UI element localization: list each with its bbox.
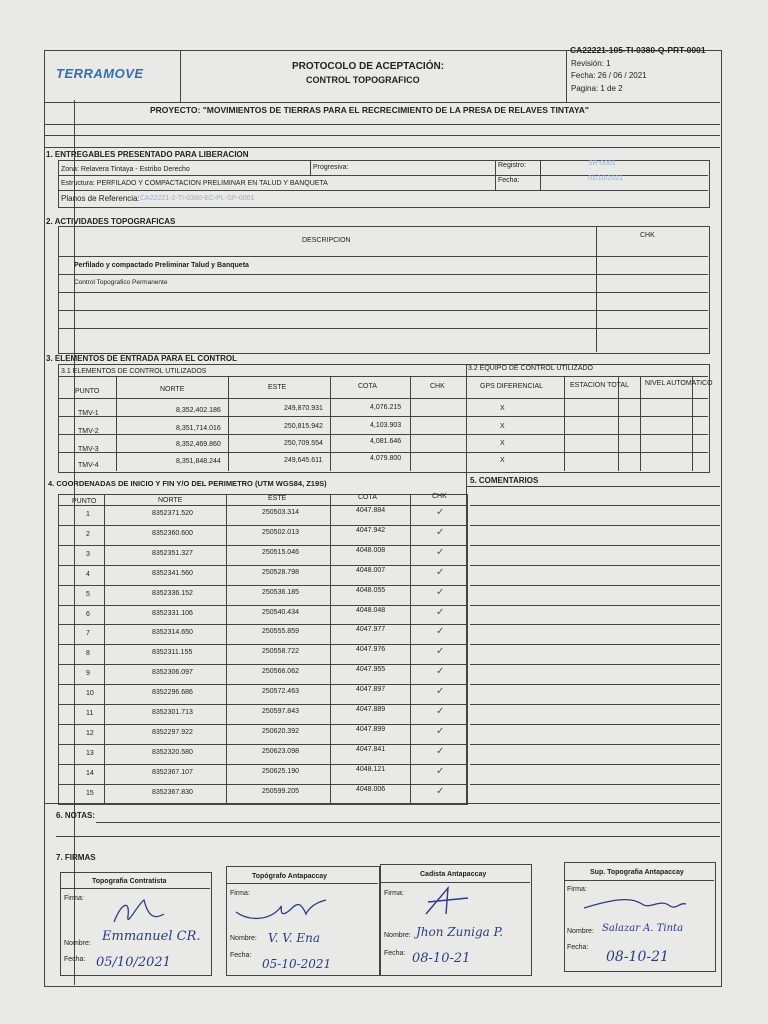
section1-title: 1. ENTREGABLES PRESENTADO PARA LIBERACION	[46, 150, 249, 159]
coord-header-este: ESTE	[268, 495, 287, 502]
activities-desc-header: DESCRIPCION	[302, 237, 351, 244]
coord-este: 250625.190	[262, 767, 299, 775]
control-norte: 8,351,714.016	[176, 425, 221, 432]
checkmark-icon: ✓	[436, 666, 445, 678]
coord-cota: 4047.889	[356, 706, 386, 713]
coord-cota: 4047.899	[356, 725, 386, 733]
page-number: Pagina: 1 de 2	[571, 84, 623, 93]
coord-punto: 11	[86, 710, 94, 717]
section5-title: 5. COMENTARIOS	[470, 476, 539, 485]
signature-fecha: 05/10/2021	[96, 955, 171, 970]
coord-punto: 14	[86, 769, 94, 777]
comment-line	[470, 525, 720, 526]
section4-title: 4. COORDENADAS DE INICIO Y FIN Y/O DEL PERIMETRO (UTM WGS84, Z19S)	[48, 479, 327, 488]
coord-este: 250536.185	[262, 588, 299, 596]
checkmark-icon: ✓	[436, 765, 445, 777]
signature-nombre-label: Nombre:	[64, 940, 91, 947]
coord-norte: 8352297.922	[152, 728, 193, 736]
coord-punto: 5	[86, 590, 90, 598]
control-elements-subtitle: 3.1 ELEMENTOS DE CONTROL UTILIZADOS	[61, 368, 207, 375]
coord-norte: 8352314.650	[152, 629, 193, 637]
control-este: 250,709.554	[284, 440, 323, 447]
coord-norte: 8352336.152	[152, 589, 193, 597]
signature-image	[418, 884, 478, 920]
coord-norte: 8352296.686	[152, 689, 193, 697]
coord-punto: 12	[86, 729, 94, 737]
control-cota: 4,103.903	[370, 422, 402, 429]
coord-cota: 4048.121	[356, 765, 386, 773]
checkmark-icon: ✓	[436, 606, 445, 618]
document-title: PROTOCOLO DE ACEPTACIÓN:	[292, 61, 445, 72]
checkmark-icon: ✓	[436, 507, 445, 518]
activity-row: Perfilado y compactado Preliminar Talud y Banqueta	[74, 262, 249, 269]
col-header-cota: COTA	[358, 383, 377, 390]
registro-value: SR-0001	[588, 160, 616, 167]
col-header-estacion: ESTACION TOTAL	[570, 382, 629, 389]
control-gps: X	[500, 440, 505, 447]
control-norte: 8,352,402.186	[176, 407, 221, 414]
coord-punto: 7	[86, 630, 90, 638]
checkmark-icon: ✓	[436, 526, 445, 538]
document-code: CA22221-105-TI-0380-Q-PRT-0001	[570, 45, 706, 55]
signature-image	[230, 892, 330, 928]
control-este: 250,815.942	[284, 423, 323, 430]
signature-fecha-label: Fecha:	[64, 956, 86, 963]
signature-nombre-label: Nombre:	[567, 928, 594, 935]
coord-header-norte: NORTE	[158, 497, 183, 504]
comment-line	[470, 704, 720, 705]
control-norte: 8,352,469.860	[176, 441, 221, 448]
coord-este: 250540.434	[262, 608, 299, 616]
coord-este: 250528.798	[262, 568, 299, 576]
signature-firma-label: Firma:	[230, 890, 250, 897]
coord-punto: 3	[86, 550, 90, 558]
signature-firma-label: Firma:	[64, 895, 84, 902]
checkmark-icon: ✓	[436, 686, 445, 698]
signature-nombre: Jhon Zuniga P.	[416, 925, 504, 939]
signature-box-title: Sup. Topografia Antapaccay	[590, 869, 684, 876]
signature-fecha-label: Fecha:	[567, 944, 589, 951]
col-header-punto: PUNTO	[75, 388, 100, 395]
coord-cota: 4047.897	[356, 686, 386, 694]
coord-cota: 4047.977	[356, 626, 386, 634]
col-header-gps: GPS DIFERENCIAL	[480, 383, 544, 390]
coord-punto: 15	[86, 789, 94, 797]
equipment-subtitle: 3.2 EQUIPO DE CONTROL UTILIZADO	[468, 365, 593, 372]
signature-nombre-label: Nombre:	[230, 935, 257, 942]
col-header-nivel: NIVEL AUTOMATICO	[645, 380, 713, 387]
section2-title: 2. ACTIVIDADES TOPOGRAFICAS	[46, 217, 176, 226]
checkmark-icon: ✓	[436, 745, 445, 757]
control-gps: X	[500, 423, 505, 430]
coord-norte: 8352341.560	[152, 569, 193, 577]
coord-este: 250597.843	[262, 708, 299, 715]
signature-fecha-label: Fecha:	[230, 952, 252, 959]
coord-este: 250503.314	[262, 509, 299, 516]
signature-firma-label: Firma:	[567, 886, 587, 893]
coord-este: 250502.013	[262, 528, 299, 536]
col-header-chk: CHK	[430, 383, 445, 390]
signature-image	[104, 894, 174, 930]
comment-line	[470, 644, 720, 645]
coord-punto: 2	[86, 530, 90, 538]
control-point: TMV-2	[78, 428, 99, 435]
coord-norte: 8352371.520	[152, 510, 193, 517]
coord-norte: 8352311.155	[152, 649, 193, 657]
control-este: 249,870.931	[284, 405, 323, 412]
coord-norte: 8352360.600	[152, 529, 193, 537]
coord-norte: 8352351.327	[152, 549, 193, 557]
comment-line	[470, 684, 720, 685]
comment-line	[470, 605, 720, 606]
coord-este: 250555.859	[262, 628, 299, 636]
coord-punto: 13	[86, 749, 94, 757]
coord-norte: 8352306.097	[152, 669, 193, 677]
project-title: PROYECTO: "MOVIMIENTOS DE TIERRAS PARA EL RECRECIMIENTO DE LA PRESA DE RELAVES TINTAYA"	[150, 105, 589, 115]
document-subtitle: CONTROL TOPOGRAFICO	[306, 75, 420, 85]
coord-este: 250623.098	[262, 747, 299, 755]
coord-punto: 6	[86, 610, 90, 618]
activities-chk-header: CHK	[640, 232, 655, 239]
checkmark-icon: ✓	[436, 725, 445, 737]
checkmark-icon: ✓	[436, 706, 445, 717]
checkmark-icon: ✓	[436, 546, 445, 558]
control-gps: X	[500, 457, 505, 464]
control-cota: 4,076.215	[370, 404, 402, 411]
coord-punto: 4	[86, 570, 90, 578]
signature-nombre: Emmanuel CR.	[102, 929, 201, 944]
section7-title: 7. FIRMAS	[56, 853, 96, 862]
company-logo: TERRAMOVE	[56, 66, 144, 81]
planos-value: CA22221-2-TI-0380-EC-PL-SP-0001	[140, 195, 255, 202]
control-point: TMV-1	[78, 410, 99, 417]
control-point: TMV-4	[78, 462, 99, 469]
signature-firma-label: Firma:	[384, 890, 404, 897]
signature-box-title: Cadista Antapaccay	[420, 871, 487, 878]
signature-box-title: Topografia Contratista	[92, 878, 167, 885]
coord-punto: 8	[86, 650, 90, 658]
control-gps: X	[500, 405, 505, 412]
checkmark-icon: ✓	[436, 566, 445, 578]
signature-box-title: Topógrafo Antapaccay	[252, 873, 328, 880]
signature-fecha-label: Fecha:	[384, 950, 406, 957]
coord-este: 250599.205	[262, 787, 299, 795]
section6-title: 6. NOTAS:	[56, 811, 95, 820]
comment-line	[470, 764, 720, 765]
control-norte: 8,351,848.244	[176, 458, 221, 465]
signature-fecha: 08-10-21	[606, 949, 669, 965]
comment-line	[470, 744, 720, 745]
coord-cota: 4048.007	[356, 566, 386, 574]
comment-line	[470, 505, 720, 506]
signature-fecha: 05-10-2021	[262, 957, 332, 971]
coord-punto: 9	[86, 670, 90, 678]
estructura-field: Estructura: PERFILADO Y COMPACTACION PRELIMINAR EN TALUD Y BANQUETA	[61, 180, 328, 187]
section3-title: 3. ELEMENTOS DE ENTRADA PARA EL CONTROL	[46, 354, 237, 363]
signature-nombre: Salazar A. Tinta	[602, 923, 684, 934]
header-date: Fecha: 26 / 06 / 2021	[571, 71, 647, 80]
comment-line	[470, 545, 720, 546]
comment-line	[470, 565, 720, 566]
col-header-norte: NORTE	[160, 386, 185, 393]
coord-norte: 8352320.580	[152, 748, 193, 756]
signature-fecha: 08-10-21	[412, 951, 471, 966]
comment-line	[470, 724, 720, 725]
registro-label: Registro:	[498, 162, 527, 169]
control-cota: 4,081.646	[370, 438, 402, 445]
checkmark-icon: ✓	[436, 785, 445, 797]
coord-este: 250620.392	[262, 727, 299, 735]
fecha-label: Fecha:	[498, 177, 520, 184]
activities-table	[58, 226, 710, 354]
checkmark-icon: ✓	[436, 586, 445, 598]
coord-este: 250558.722	[262, 648, 299, 656]
coord-cota: 4047.942	[356, 526, 386, 534]
coord-cota: 4048.006	[356, 785, 386, 793]
coord-header-cota: COTA	[358, 494, 377, 501]
coord-punto: 1	[86, 511, 90, 518]
progresiva-field: Progresiva:	[313, 164, 349, 171]
activity-row: Control Topografico Permanente	[74, 279, 168, 286]
coord-cota: 4047.955	[356, 666, 386, 674]
col-header-este: ESTE	[268, 384, 287, 391]
checkmark-icon: ✓	[436, 646, 445, 658]
coord-norte: 8352331.106	[152, 609, 193, 617]
coord-cota: 4048.048	[356, 606, 386, 614]
control-este: 249,645.611	[284, 457, 323, 464]
coord-norte: 8352367.107	[152, 768, 193, 776]
comment-line	[470, 624, 720, 625]
coord-header-punto: PUNTO	[72, 498, 97, 505]
coord-cota: 4047.841	[356, 745, 386, 753]
coord-cota: 4048.008	[356, 546, 386, 554]
zona-field: Zona: Relavera Tintaya - Estribo Derecho	[61, 166, 190, 173]
planos-label: Planos de Referencia:	[61, 194, 140, 203]
coord-norte: 8352301.713	[152, 709, 193, 716]
comment-line	[470, 664, 720, 665]
coord-punto: 10	[86, 690, 94, 698]
coord-cota: 4047.976	[356, 646, 386, 654]
comment-line	[470, 784, 720, 785]
checkmark-icon: ✓	[436, 626, 445, 638]
signature-image	[580, 890, 690, 920]
coord-este: 250572.463	[262, 688, 299, 696]
coord-cota: 4048.055	[356, 586, 386, 594]
control-point: TMV-3	[78, 446, 99, 453]
signature-nombre: V. V. Ena	[268, 931, 321, 945]
comment-line	[470, 585, 720, 586]
fecha-value: 01/10/2021	[588, 175, 624, 182]
coord-norte: 8352367.830	[152, 788, 193, 796]
coord-header-chk: CHK	[432, 493, 447, 500]
coord-este: 250515.046	[262, 548, 299, 556]
control-cota: 4,079.800	[370, 455, 402, 462]
coord-este: 250566.062	[262, 668, 299, 676]
coord-cota: 4047.884	[356, 507, 386, 514]
signature-nombre-label: Nombre:	[384, 932, 411, 939]
revision: Revisión: 1	[571, 59, 611, 68]
